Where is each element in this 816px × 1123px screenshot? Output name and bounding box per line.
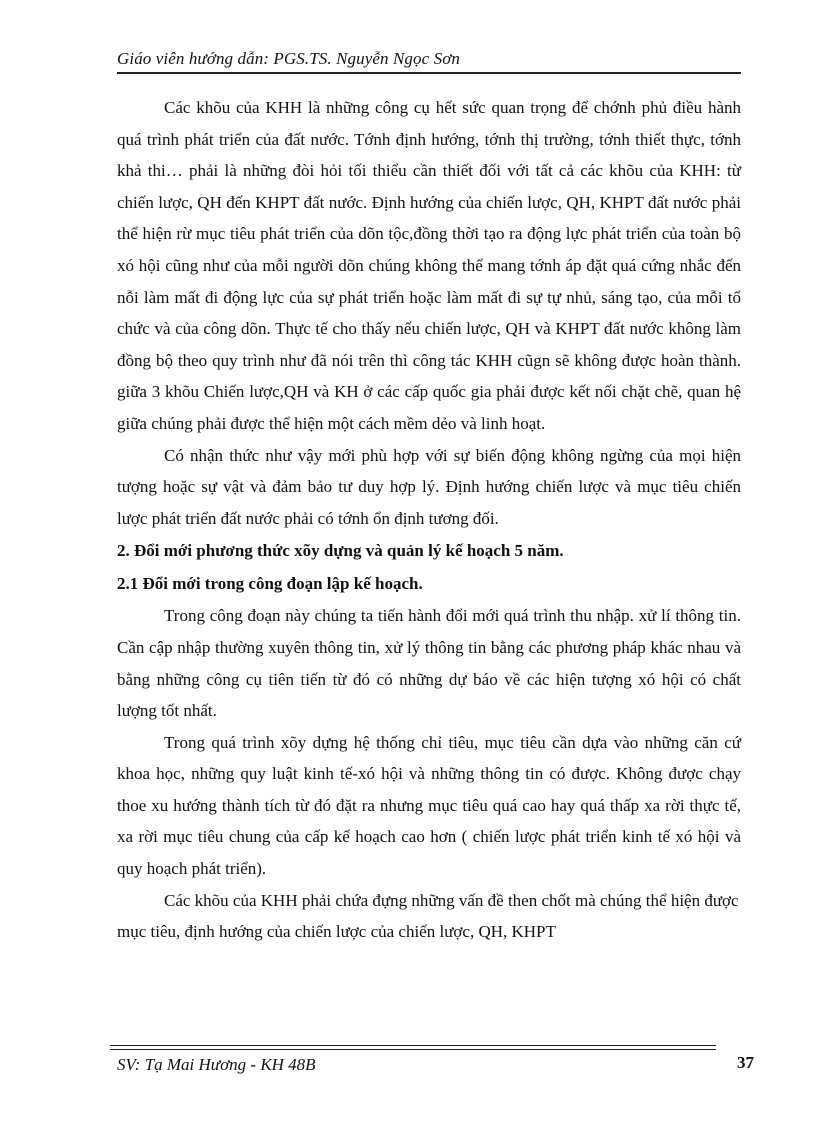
paragraph-5: Các khõu của KHH phải chứa đựng những vấn đề then chốt mà chúng thể hiện được mục tiêu, định hướng của chiến lược của chiến lược, QH, KHPT — [117, 890, 739, 942]
paragraph-2: Có nhận thức như vậy mới phù hợp với sự biến động không ngừng của mọi hiện tượng hoặc sự vật và đảm bảo tư duy hợp lý. Định hướng chiến lược và mục tiêu chiến lược phát triển đất nước phải có tớnh ổn định tương đối. — [117, 445, 741, 528]
footer-rule-bottom — [110, 1049, 716, 1050]
footer-rule-top — [110, 1045, 716, 1046]
footer-author: SV: Tạ Mai Hương - KH 48B — [117, 1055, 316, 1074]
header-rule — [117, 72, 741, 74]
paragraph-1: Các khõu của KHH là những công cụ hết sức quan trọng để chớnh phủ điều hành quá trình phát triển của đất nước. Tớnh định hướng, tớnh thị trường, tớnh thiết thực, tớnh khả thi… phải là những đòi hỏi tối thiểu cần thiết đối với tất cả các khõu của KHH: từ chiến lược, QH đến KHPT đất nước. Định hướng của chiến lược, QH, KHPT đất nước phải thể hiện rừ mục tiêu phát triển của dõn tộc,đồng thời tạo ra động lực phát triển của toàn bộ xó hội cũng như của mỗi người dõn chúng không thể mang tớnh áp đặt quá cứng nhắc đến nỗi làm mất đi động lực của sự phát triển hoặc làm mất đi sự tự nhủ, sáng tạo, của mỗi tổ chức và của công dõn. Thực tế cho thấy nếu chiến lược, QH và KHPT đất nước không làm đồng bộ theo quy trình như đã nói trên thì công tác KHH cũgn sẽ không được hoàn thành. giữa 3 khõu Chiến lược,QH và KH ở các cấp quốc gia phải được kết nối chặt chẽ, quan hệ giữa chúng phải được thể hiện một cách mềm dẻo và linh hoạt. — [117, 98, 741, 433]
body-content — [117, 92, 741, 948]
paragraph-3: Trong công đoạn này chúng ta tiến hành đổi mới quá trình thu nhập. xử lí thông tin. Cần cập nhập thường xuyên thông tin, xử lý thông tin bằng các phương pháp khác nhau và bằng những công cụ tiên tiến từ đó có những dự báo về các hiện tượng xó hội có chất lượng tốt nhất. — [117, 606, 741, 721]
page-number: 37 — [737, 1053, 754, 1072]
page-header — [117, 47, 741, 71]
section-heading: 2. Đổi mới phương thức xõy dựng và quản lý kế hoạch 5 năm. — [117, 541, 564, 561]
header-text: Giáo viên hướng dẫn: PGS.TS. Nguyễn Ngọc Sơn — [117, 49, 460, 68]
subsection-heading: 2.1 Đổi mới trong công đoạn lập kế hoạch. — [117, 574, 423, 594]
paragraph-4: Trong quá trình xõy dựng hệ thống chỉ tiêu, mục tiêu cần dựa vào những căn cứ khoa học, những quy luật kinh tế-xó hội và những thông tin có được. Không được chạy thoe xu hướng thành tích từ đó đặt ra nhưng mục tiêu quá cao hay quá thấp xa rời thực tế, xa rời mục tiêu chung của cấp kế hoạch cao hơn ( chiến lược phát triển kinh tế xó hội và quy hoạch phát triển). — [117, 732, 741, 879]
